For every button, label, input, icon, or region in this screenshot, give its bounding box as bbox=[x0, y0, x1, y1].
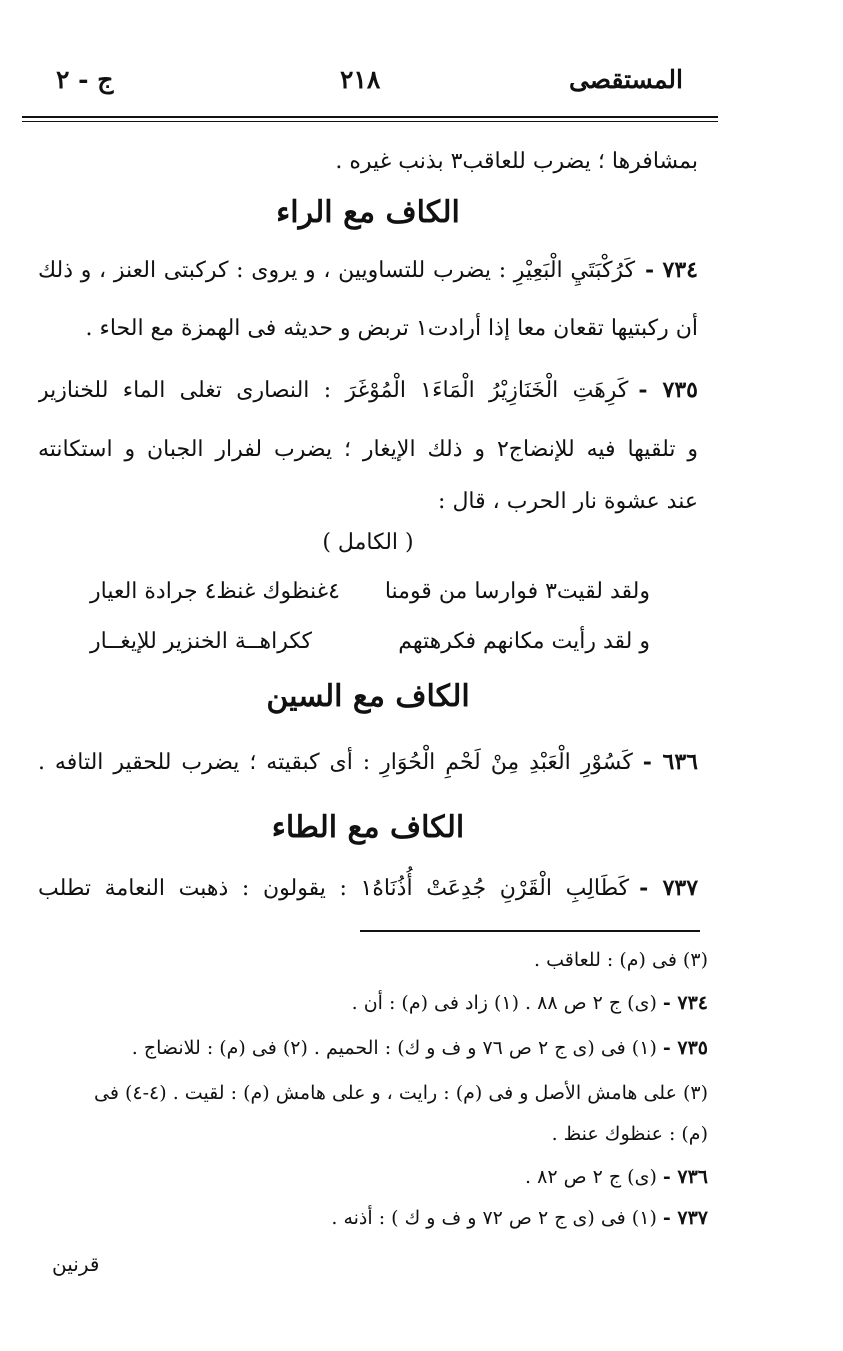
footnote bbox=[38, 985, 708, 1021]
footnote: (٣) فى (م) : للعاقب . bbox=[534, 949, 708, 971]
entry-number: ٧٣٤ - bbox=[645, 257, 698, 283]
page-number: ٢١٨ bbox=[340, 65, 381, 94]
section-heading: الكاف مع الطاء bbox=[271, 810, 465, 845]
footnote-rule bbox=[360, 930, 700, 932]
meter-label: ( الكامل ) bbox=[322, 530, 414, 555]
verse-hemistich: ولقد لقيت٣ فوارسا من قومنا bbox=[384, 579, 650, 604]
verse-hemistich: ٤غنظوك غنظ٤ جرادة العيار bbox=[90, 579, 340, 604]
footnote-text: (١) فى (ى ج ٢ ص ٧٦ و ف و ك) : الحميم . (٢) فى (م) : للانضاج . bbox=[131, 1037, 657, 1059]
section-heading: الكاف مع الراء bbox=[276, 195, 460, 230]
entry-number: ٧٣٥ - bbox=[638, 377, 698, 403]
entry-text: كَسُوْرِ الْعَبْدِ مِنْ لَحْمِ الْحُوَارِ : أى كبقيته ؛ يضرب للحقير التافه . bbox=[38, 750, 633, 775]
entry-text: كَطَالِبِ الْقَرْنِ جُدِعَتْ أُذُنَاهُ١ : يقولون : ذهبت النعامة تطلب bbox=[38, 876, 630, 901]
footnote: (٣) على هامش الأصل و فى (م) : رايت ، و على هامش (م) : لقيت . (٤-٤) فى bbox=[94, 1082, 708, 1104]
header-rule-thin bbox=[22, 121, 718, 122]
footnote-number: ٧٣٤ - bbox=[662, 992, 708, 1014]
footnote bbox=[38, 1030, 708, 1066]
text-line: أن ركبتيها تقعان معا إذا أرادت١ تربض و حديثه فى الهمزة مع الحاء . bbox=[85, 316, 698, 341]
footnote bbox=[38, 1159, 708, 1195]
entry-number: ٦٣٦ - bbox=[642, 749, 698, 775]
footnote-text: (ى) ج ٢ ص ٨٢ . bbox=[525, 1166, 657, 1188]
section-heading: الكاف مع السين bbox=[266, 679, 470, 714]
entry-735 bbox=[38, 368, 698, 413]
volume-label: ج - ٢ bbox=[56, 65, 114, 94]
footnote-text: (١) فى (ى ج ٢ ص ٧٢ و ف و ك ) : أذنه . bbox=[331, 1207, 657, 1229]
entry-text: كَرِهَتِ الْخَنَازِيْرُ الْمَاءَ١ الْمُوْغَرَ : النصارى تغلى الماء للخنازير bbox=[38, 378, 629, 403]
footnote-number: ٧٣٥ - bbox=[662, 1037, 708, 1059]
header-rule bbox=[22, 116, 718, 118]
verse-line bbox=[90, 620, 650, 664]
entry-number: ٧٣٧ - bbox=[639, 875, 698, 901]
entry-736 bbox=[38, 740, 698, 785]
footnote-number: ٧٣٦ - bbox=[662, 1166, 708, 1188]
verse-hemistich: و لقد رأيت مكانهم فكرهتهم bbox=[398, 629, 650, 654]
text-line: عند عشوة نار الحرب ، قال : bbox=[438, 489, 698, 514]
footnote-text: (ى) ج ٢ ص ٨٨ . (١) زاد فى (م) : أن . bbox=[351, 992, 657, 1014]
entry-737 bbox=[38, 866, 698, 911]
footnote: (م) : عنظوك عنظ . bbox=[551, 1123, 708, 1145]
text-line: و تلقيها فيه للإنضاج٢ و ذلك الإيغار ؛ يضرب لفرار الجبان و استكانته bbox=[38, 437, 698, 462]
entry-text: كَرُكْبَتَيِ الْبَعِيْرِ : يضرب للتساويين ، و يروى : كركبتى العنز ، و ذلك bbox=[38, 258, 636, 283]
footnote-number: ٧٣٧ - bbox=[662, 1207, 708, 1229]
catchword: قرنين bbox=[52, 1252, 100, 1276]
verse-line bbox=[90, 570, 650, 614]
text-line: بمشافرها ؛ يضرب للعاقب٣ بذنب غيره . bbox=[335, 149, 698, 174]
running-title: المستقصى bbox=[568, 65, 683, 94]
entry-734 bbox=[38, 248, 698, 293]
verse-hemistich: ككراهــة الخنزير للإيغــار bbox=[90, 629, 312, 654]
footnote bbox=[38, 1200, 708, 1236]
